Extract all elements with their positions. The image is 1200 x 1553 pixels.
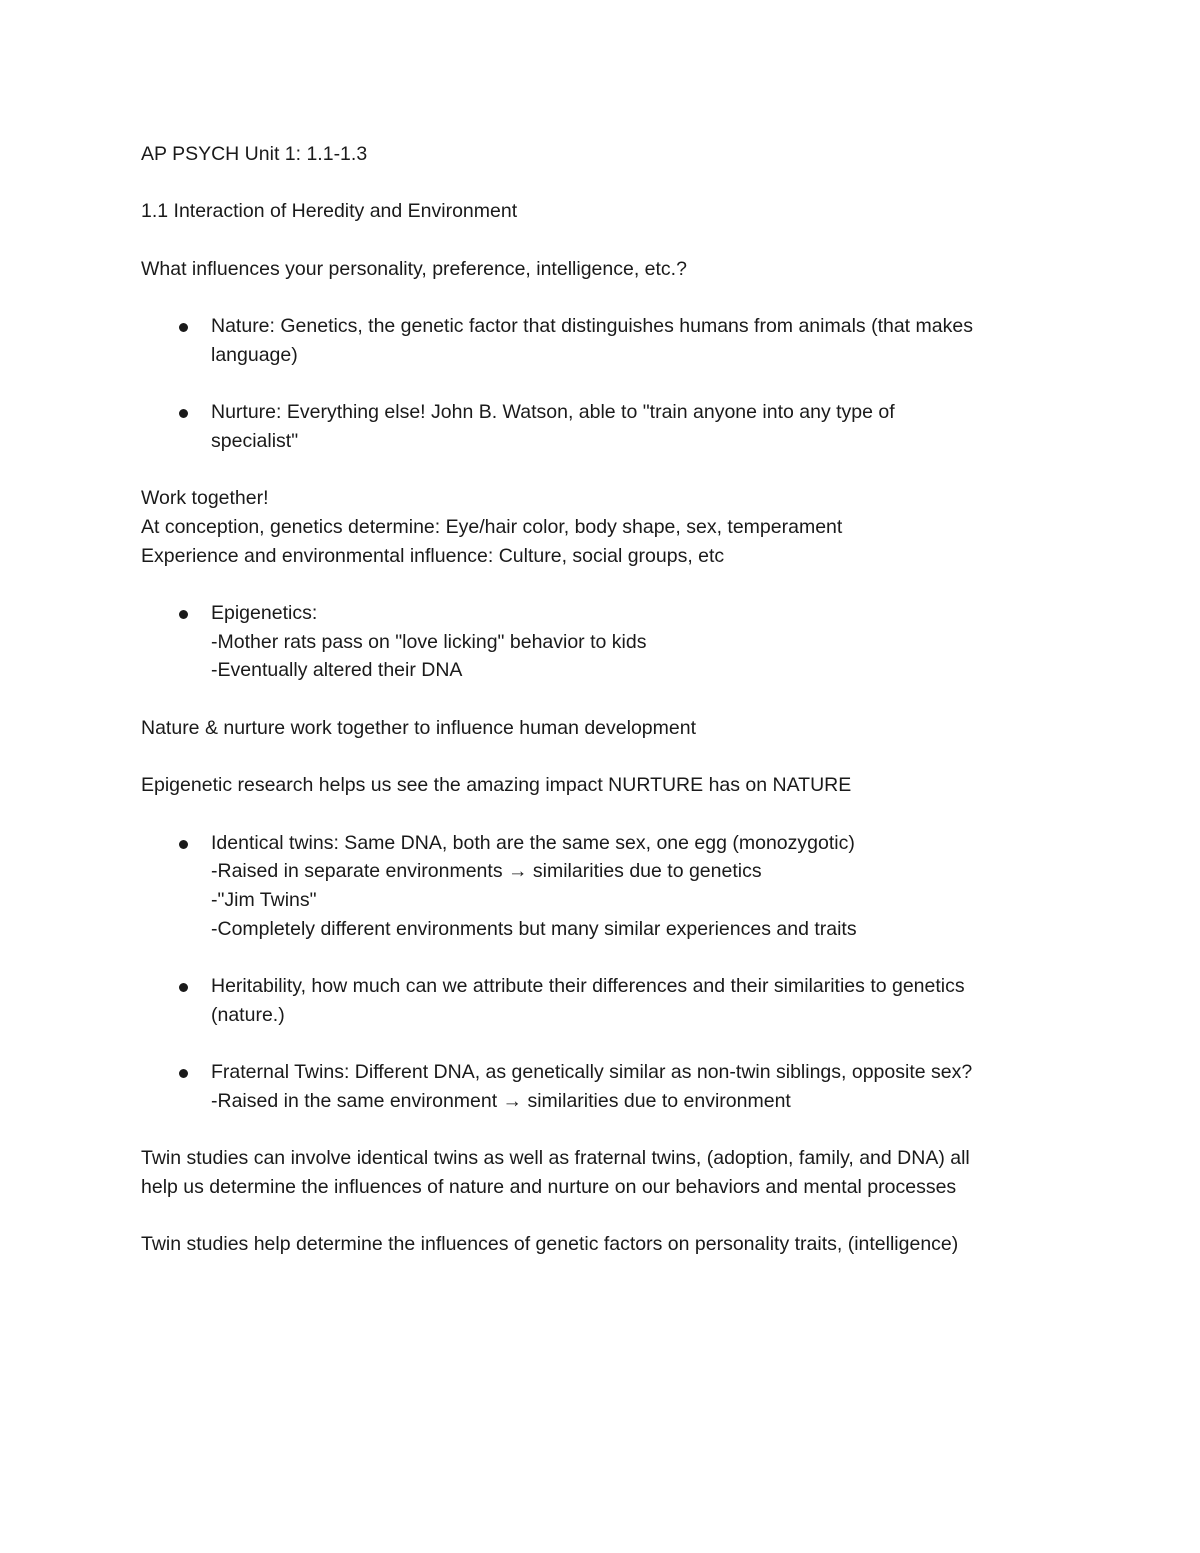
bullet-text-line: Epigenetics: (211, 602, 318, 624)
bullet-item-nurture (141, 398, 1071, 455)
bullet-icon (179, 323, 188, 332)
bullet-text-line: -Raised in the same environment → similarities due to environment (211, 1089, 791, 1112)
intro-question: What influences your personality, preference, intelligence, etc.? (141, 257, 687, 280)
experience-line: Experience and environmental influence: Culture, social groups, etc (141, 544, 725, 567)
bullet-icon (179, 840, 188, 849)
bullet-item-nature (141, 312, 1071, 369)
bullet-item-identical-twins (141, 829, 1071, 944)
section-heading: 1.1 Interaction of Heredity and Environment (141, 200, 518, 223)
twin-studies-line: Twin studies can involve identical twins as well as fraternal twins, (adoption, family, and DNA) all (141, 1147, 970, 1170)
bullet-text-line: -"Jim Twins" (211, 888, 317, 911)
bullet-text-line: Nature: Genetics, the genetic factor that distinguishes humans from animals (that makes (211, 315, 973, 338)
conception-line: At conception, genetics determine: Eye/hair color, body shape, sex, temperament (141, 515, 843, 538)
document-title: AP PSYCH Unit 1: 1.1-1.3 (141, 143, 368, 165)
bullet-text-line: Nurture: Everything else! John B. Watson, able to "train anyone into any type of (211, 401, 895, 424)
bullet-text-line: Identical twins: Same DNA, both are the same sex, one egg (monozygotic) (211, 831, 855, 854)
bullet-icon (179, 1069, 188, 1078)
bullet-icon (179, 983, 188, 992)
bullet-text-line: -Eventually altered their DNA (211, 659, 463, 682)
bullet-text-line: Heritability, how much can we attribute their differences and their similarities to genetics (211, 974, 965, 997)
bullet-icon (179, 409, 188, 418)
nature-nurture-statement: Nature & nurture work together to influence human development (141, 716, 696, 739)
twin-studies-conclusion: Twin studies help determine the influences of genetic factors on personality traits, (intelligence) (141, 1233, 959, 1256)
bullet-text-line: (nature.) (211, 1003, 285, 1026)
bullet-item-fraternal-twins (141, 1058, 1071, 1115)
bullet-text-line: Fraternal Twins: Different DNA, as genetically similar as non-twin siblings, opposite sex? (211, 1061, 973, 1083)
bullet-icon (179, 610, 188, 619)
work-together-line: Work together! (141, 487, 269, 510)
bullet-item-heritability (141, 972, 1071, 1029)
bullet-text-line: -Raised in separate environments → similarities due to genetics (211, 860, 762, 883)
bullet-text-line: specialist" (211, 429, 299, 452)
bullet-text-line: -Completely different environments but many similar experiences and traits (211, 917, 857, 940)
bullet-text-line: language) (211, 343, 298, 366)
bullet-item-epigenetics (141, 599, 1071, 685)
epigenetic-research-statement: Epigenetic research helps us see the amazing impact NURTURE has on NATURE (141, 774, 852, 797)
twin-studies-line: help us determine the influences of nature and nurture on our behaviors and mental processes (141, 1175, 957, 1198)
bullet-text-line: -Mother rats pass on "love licking" behavior to kids (211, 630, 647, 653)
document-body (141, 140, 1071, 1259)
